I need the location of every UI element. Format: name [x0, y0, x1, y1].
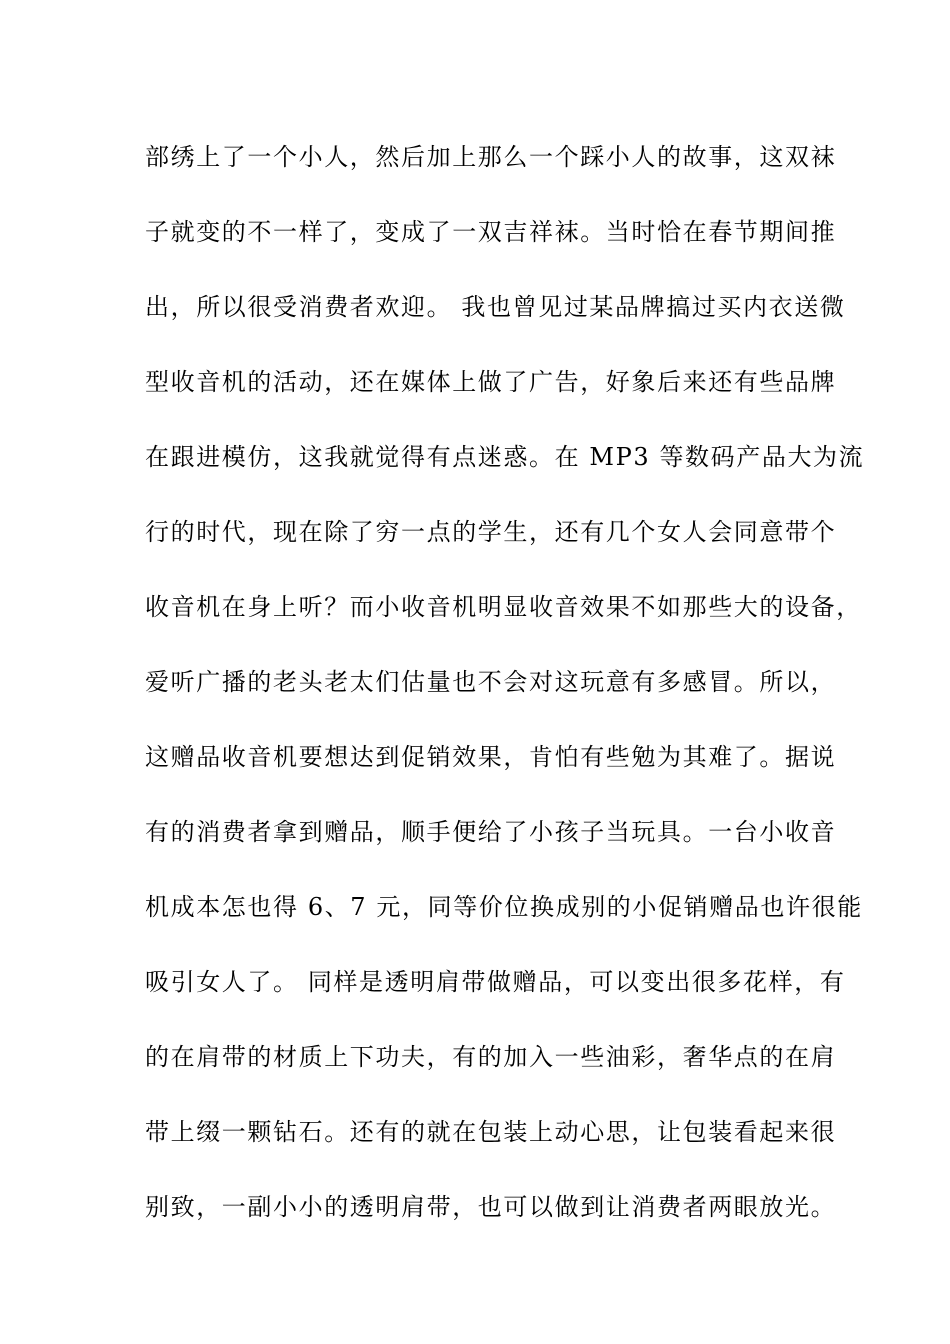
- text-line-13: 的在肩带的材质上下功夫，有的加入一些油彩，奢华点的在肩: [145, 1043, 837, 1071]
- text-line-5: 在跟进模仿，这我就觉得有点迷惑。在 MP3 等数码产品大为流: [145, 443, 865, 471]
- text-line-15: 别致，一副小小的透明肩带，也可以做到让消费者两眼放光。: [145, 1193, 837, 1221]
- text-line-6: 行的时代，现在除了穷一点的学生，还有几个女人会同意带个: [145, 518, 837, 546]
- text-line-4: 型收音机的活动，还在媒体上做了广告，好象后来还有些品牌: [145, 368, 837, 396]
- text-line-9: 这赠品收音机要想达到促销效果，肯怕有些勉为其难了。据说: [145, 743, 837, 771]
- text-line-11: 机成本怎也得 6、7 元，同等价位换成别的小促销赠品也许很能: [145, 893, 863, 921]
- body-text: [145, 130, 865, 1255]
- text-line-14: 带上缀一颗钻石。还有的就在包装上动心思，让包装看起来很: [145, 1118, 837, 1146]
- text-line-10: 有的消费者拿到赠品，顺手便给了小孩子当玩具。一台小收音: [145, 818, 837, 846]
- text-line-3: 出，所以很受消费者欢迎。 我也曾见过某品牌搞过买内衣送微: [145, 293, 846, 321]
- text-line-2: 子就变的不一样了，变成了一双吉祥袜。当时恰在春节期间推: [145, 218, 837, 246]
- text-line-8: 爱听广播的老头老太们估量也不会对这玩意有多感冒。所以，: [145, 668, 837, 696]
- text-line-1: 部绣上了一个小人，然后加上那么一个踩小人的故事，这双袜: [145, 143, 837, 171]
- text-line-7: 收音机在身上听？而小收音机明显收音效果不如那些大的设备，: [145, 593, 862, 621]
- text-line-12: 吸引女人了。 同样是透明肩带做赠品，可以变出很多花样，有: [145, 968, 846, 996]
